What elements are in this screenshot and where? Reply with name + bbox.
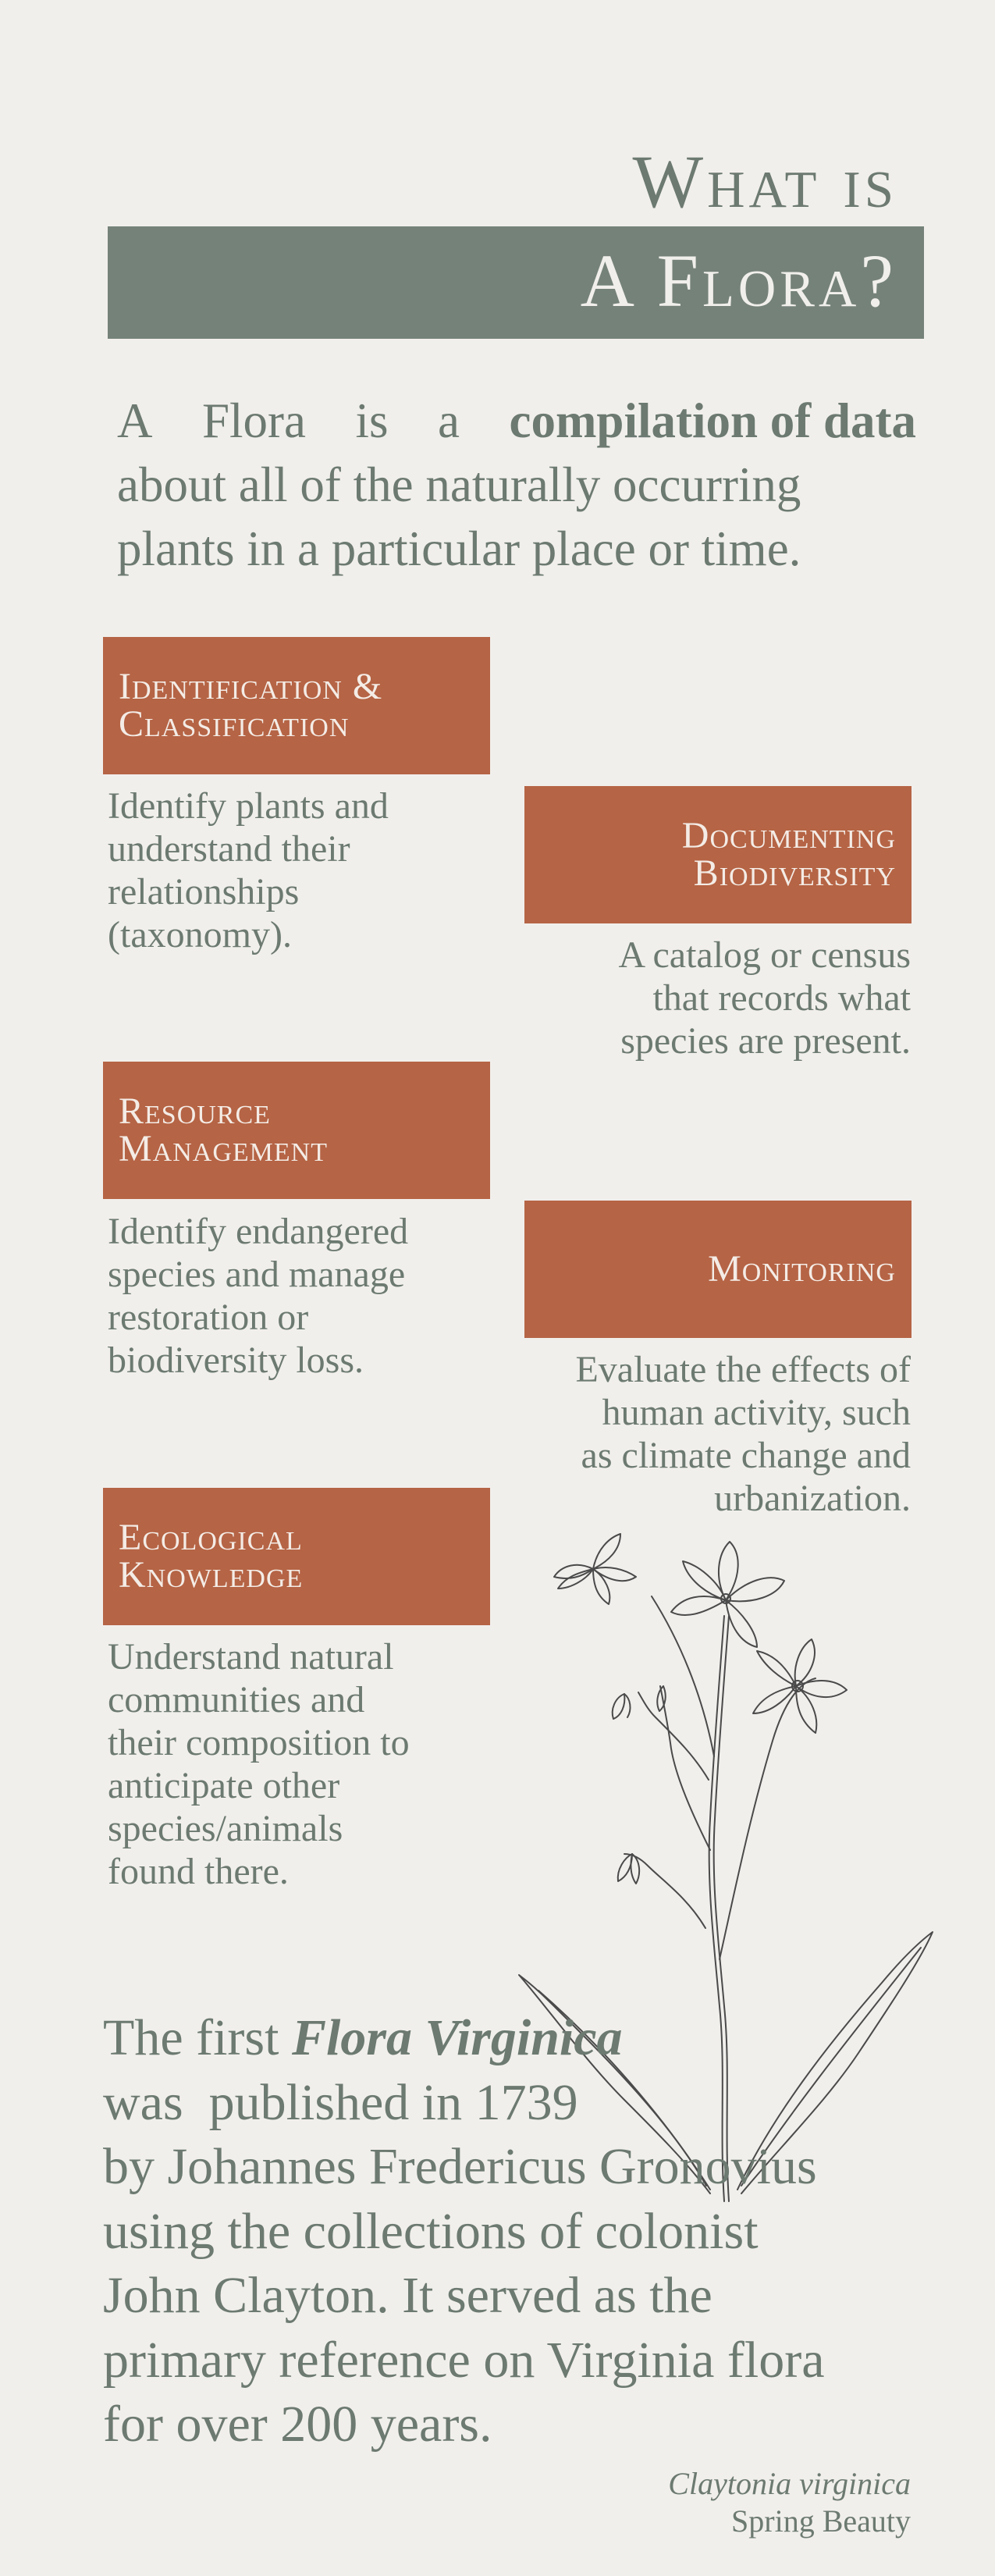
box-title-line: Monitoring (708, 1248, 896, 1290)
desc-line: their composition to (108, 1722, 410, 1763)
common-name: Spring Beauty (731, 2503, 911, 2539)
desc-line: human activity, such (602, 1392, 911, 1433)
intro-paragraph (117, 389, 916, 581)
intro-word: A (117, 393, 153, 448)
box-title-line: Knowledge (119, 1554, 304, 1596)
intro-line-1 (117, 389, 916, 453)
desc-line: (taxonomy). (108, 914, 292, 955)
desc-line: understand their (108, 828, 350, 870)
desc-line: Identify plants and (108, 785, 389, 827)
biodiversity-description (474, 934, 911, 1062)
scientific-name: Claytonia virginica (668, 2466, 911, 2501)
desc-line: restoration or (108, 1297, 309, 1338)
history-line-2: was published in 1739 (103, 2073, 578, 2131)
resource-heading-box (103, 1062, 490, 1199)
title-banner (108, 226, 924, 339)
box-title-line: Classification (119, 703, 350, 745)
box-title-line: Identification & (119, 666, 383, 707)
identification-description (108, 785, 513, 956)
desc-line: biodiversity loss. (108, 1340, 364, 1381)
history-italic-title: Flora Virginica (291, 2009, 623, 2066)
desc-line: Evaluate the effects of (575, 1349, 911, 1390)
resource-description (108, 1210, 513, 1382)
identification-heading-box (103, 637, 490, 774)
intro-line-2: about all of the naturally occurring (117, 457, 801, 512)
box-title-line: Management (119, 1128, 328, 1169)
desc-line: relationships (108, 871, 300, 913)
desc-line: A catalog or census (618, 934, 911, 976)
desc-line: anticipate other (108, 1765, 340, 1806)
intro-line-3: plants in a particular place or time. (117, 521, 801, 576)
history-line-3: by Johannes Fredericus Gronovius (103, 2138, 817, 2195)
desc-line: that records what (652, 977, 911, 1019)
intro-word: Flora (202, 393, 306, 448)
box-title-line: Resource (119, 1091, 271, 1132)
history-line-7: for over 200 years. (103, 2396, 492, 2453)
box-title-line: Biodiversity (693, 852, 896, 894)
biodiversity-heading-box (524, 786, 911, 923)
desc-line: species/animals (108, 1808, 343, 1849)
ecological-heading-box (103, 1488, 490, 1625)
intro-bold-phrase: compilation of data (509, 393, 916, 448)
intro-word: is (355, 393, 389, 448)
desc-line: Identify endangered (108, 1211, 409, 1252)
desc-line: species and manage (108, 1254, 406, 1295)
title-line-1: What is (632, 140, 897, 223)
desc-line: communities and (108, 1679, 365, 1720)
desc-line: urbanization. (714, 1478, 911, 1519)
box-title-line: Documenting (681, 815, 896, 856)
title-line-2: A Flora? (580, 239, 897, 322)
box-title-line: Ecological (119, 1517, 303, 1558)
intro-word: a (438, 393, 460, 448)
monitoring-heading-box (524, 1201, 911, 1338)
history-line-5: John Clayton. It served as the (103, 2267, 712, 2324)
history-text: The first (103, 2009, 292, 2066)
desc-line: as climate change and (581, 1435, 911, 1476)
desc-line: Understand natural (108, 1636, 394, 1678)
ecological-description (108, 1635, 513, 1893)
history-line-4: using the collections of colonist (103, 2202, 759, 2260)
monitoring-description (474, 1348, 911, 1520)
history-line-6: primary reference on Virginia flora (103, 2331, 825, 2389)
illustration-caption (668, 2465, 911, 2540)
history-line-1 (103, 2006, 930, 2071)
desc-line: found there. (108, 1851, 289, 1892)
desc-line: species are present. (620, 1020, 911, 1062)
history-paragraph (103, 2006, 930, 2457)
